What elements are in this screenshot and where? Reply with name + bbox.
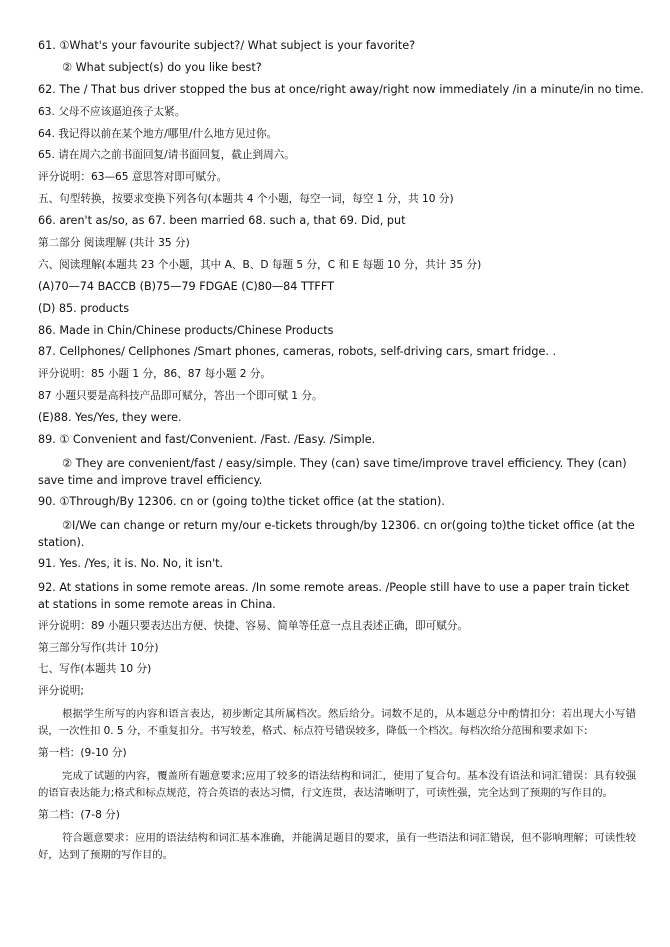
answer-87: 87. Cellphones/ Cellphones /Smart phones, cameras, robots, self-driving cars, smart fridge. . [38, 345, 557, 359]
grade-2-description [38, 830, 636, 864]
answer-90-2 [38, 517, 636, 551]
part-2-heading: 第二部分 阅读理解 (共计 35 分) [38, 237, 190, 250]
answer-86: 86. Made in Chin/Chinese products/Chinese Products [38, 323, 334, 337]
writing-general-rules [38, 706, 636, 740]
section-6-heading: 六、阅读理解(本题共 23 个小题，其中 A、B、D 每题 5 分，C 和 E 每题 10 分，共计 35 分) [38, 258, 482, 271]
answers-66-69: 66. aren't as/so, as 67. been married 68. such a, that 69. Did, put [38, 214, 406, 228]
answer-65: 65. 请在周六之前书面回复/请书面回复，截止到周六。 [38, 149, 295, 162]
answer-85: (D) 85. products [38, 301, 130, 315]
scoring-note-63-65: 评分说明：63—65 意思答对即可赋分。 [38, 171, 228, 184]
section-5-heading: 五、句型转换，按要求变换下列各句(本题共 4 个小题，每空一词，每空 1 分，共 10 分) [38, 193, 454, 206]
section-7-heading: 七、写作(本题共 10 分) [38, 663, 152, 676]
answer-90-2-text: ②I/We can change or return my/our e-tickets through/by 12306. cn or(going to)the ticket office (at the station). [38, 518, 635, 549]
answer-90-1: 90. ①Through/By 12306. cn or (going to)the ticket office (at the station). [38, 494, 445, 508]
part-3-heading: 第三部分写作(共计 10分) [38, 641, 159, 654]
answer-61-1: 61. ①What's your favourite subject?/ What subject is your favorite? [38, 39, 416, 52]
answers-70-84: (A)70—74 BACCB (B)75—79 FDGAE (C)80—84 TTFFT [38, 279, 334, 293]
answer-62: 62. The / That bus driver stopped the bus at once/right away/right now immediately /in a minute/in no time. [38, 82, 644, 96]
writing-general-rules-text: 根据学生所写的内容和语言表达，初步断定其所属档次。然后给分。词数不足的，从本题总分中酌情扣分：若出现大小写错误，一次性扣 0. 5 分，不重复扣分。书写较差，格式、标点符号错误较多，降低一个档次。每档次给分范围和要求如下: [38, 708, 636, 738]
answer-88: (E)88. Yes/Yes, they were. [38, 411, 182, 425]
grade-1-description-text: 完成了试题的内容，覆盖所有题意要求;应用了较多的语法结构和词汇，使用了复合句。基本没有语法和词汇错误：具有较强的语盲表达能力;格式和标点规范，符合英语的表达习惯，行文连贯，表达清晰明了，可读性强，完全达到了预期的写作目的。 [38, 770, 636, 800]
grade-1-description [38, 768, 636, 802]
scoring-note-89: 评分说明：89 小题只要表达出方便、快捷、容易、简单等任意一点且表述正确，即可赋分。 [38, 619, 469, 632]
answer-61-2: ② What subject(s) do you like best? [62, 60, 262, 74]
grade-2-heading: 第二档：(7-8 分) [38, 809, 120, 822]
answer-63: 63. 父母不应该逼迫孩子太紧。 [38, 105, 186, 118]
scoring-note-85-87: 评分说明：85 小题 1 分，86、87 每小题 2 分。 [38, 368, 272, 381]
answer-89-2 [38, 455, 636, 489]
answer-64: 64. 我记得以前在某个地方/哪里/什么地方见过你。 [38, 127, 278, 140]
scoring-note-label: 评分说明; [38, 685, 84, 698]
grade-1-heading: 第一档：(9-10 分) [38, 747, 127, 760]
answer-89-1: 89. ① Convenient and fast/Convenient. /Fast. /Easy. /Simple. [38, 433, 376, 447]
answer-91: 91. Yes. /Yes, it is. No. No, it isn't. [38, 556, 224, 570]
scoring-note-87: 87 小题只要是高科技产品即可赋分，答出一个即可赋 1 分。 [38, 390, 323, 403]
grade-2-description-text: 符合题意要求：应用的语法结构和词汇基本准确，并能满足题目的要求，虽有一些语法和词汇错误，但不影响理解；可读性较好，达到了预期的写作目的。 [38, 832, 636, 862]
answer-89-2-text: ② They are convenient/fast / easy/simple. They (can) save time/improve travel efficiency. They (can) save time and improve travel efficiency. [38, 456, 627, 487]
answer-92: 92. At stations in some remote areas. /In some remote areas. /People still have to use a paper train ticket at stations in some remote areas in China. [38, 580, 630, 611]
